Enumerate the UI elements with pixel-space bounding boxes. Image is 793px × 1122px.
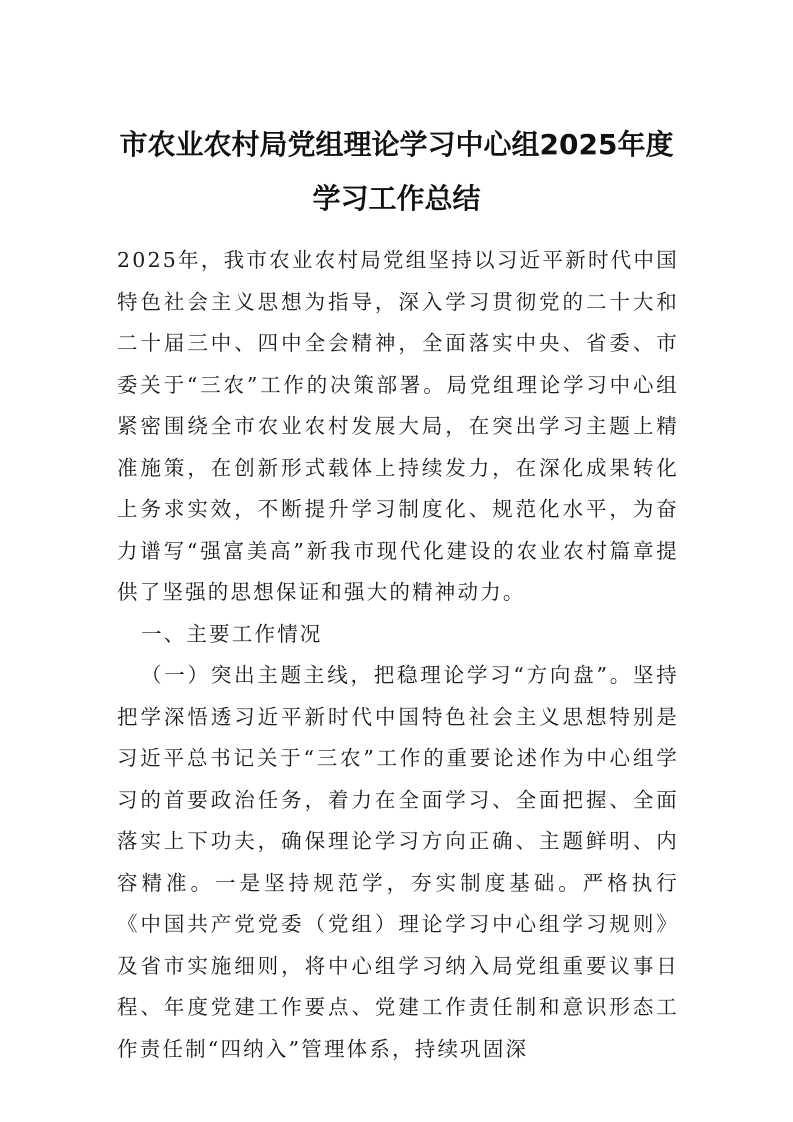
- document-body: [117, 240, 679, 1070]
- subsection-paragraph: （一）突出主题主线，把稳理论学习“方向盘”。坚持把学深悟透习近平新时代中国特色社会主义思想特别是习近平总书记关于“三农”工作的重要论述作为中心组学习的首要政治任务，着力在全面学习、全面把握、全面落实上下功夫，确保理论学习方向正确、主题鲜明、内容精准。一是坚持规范学，夯实制度基础。严格执行《中国共产党党委（党组）理论学习中心组学习规则》及省市实施细则，将中心组学习纳入局党组重要议事日程、年度党建工作要点、党建工作责任制和意识形态工作责任制“四纳入”管理体系，持续巩固深: [117, 663, 679, 1061]
- document-title: 市农业农村局党组理论学习中心组2025年度学习工作总结: [119, 128, 674, 215]
- section-heading: 一、主要工作情况: [141, 621, 323, 646]
- intro-paragraph: 2025年，我市农业农村局党组坚持以习近平新时代中国特色社会主义思想为指导，深入学习贯彻党的二十大和二十届三中、四中全会精神，全面落实中央、省委、市委关于“三农”工作的决策部署。局党组理论学习中心组紧密围绕全市农业农村发展大局，在突出学习主题上精准施策，在创新形式载体上持续发力，在深化成果转化上务求实效，不断提升学习制度化、规范化水平，为奋力谱写“强富美高”新我市现代化建设的农业农村篇章提供了坚强的思想保证和强大的精神动力。: [117, 248, 679, 604]
